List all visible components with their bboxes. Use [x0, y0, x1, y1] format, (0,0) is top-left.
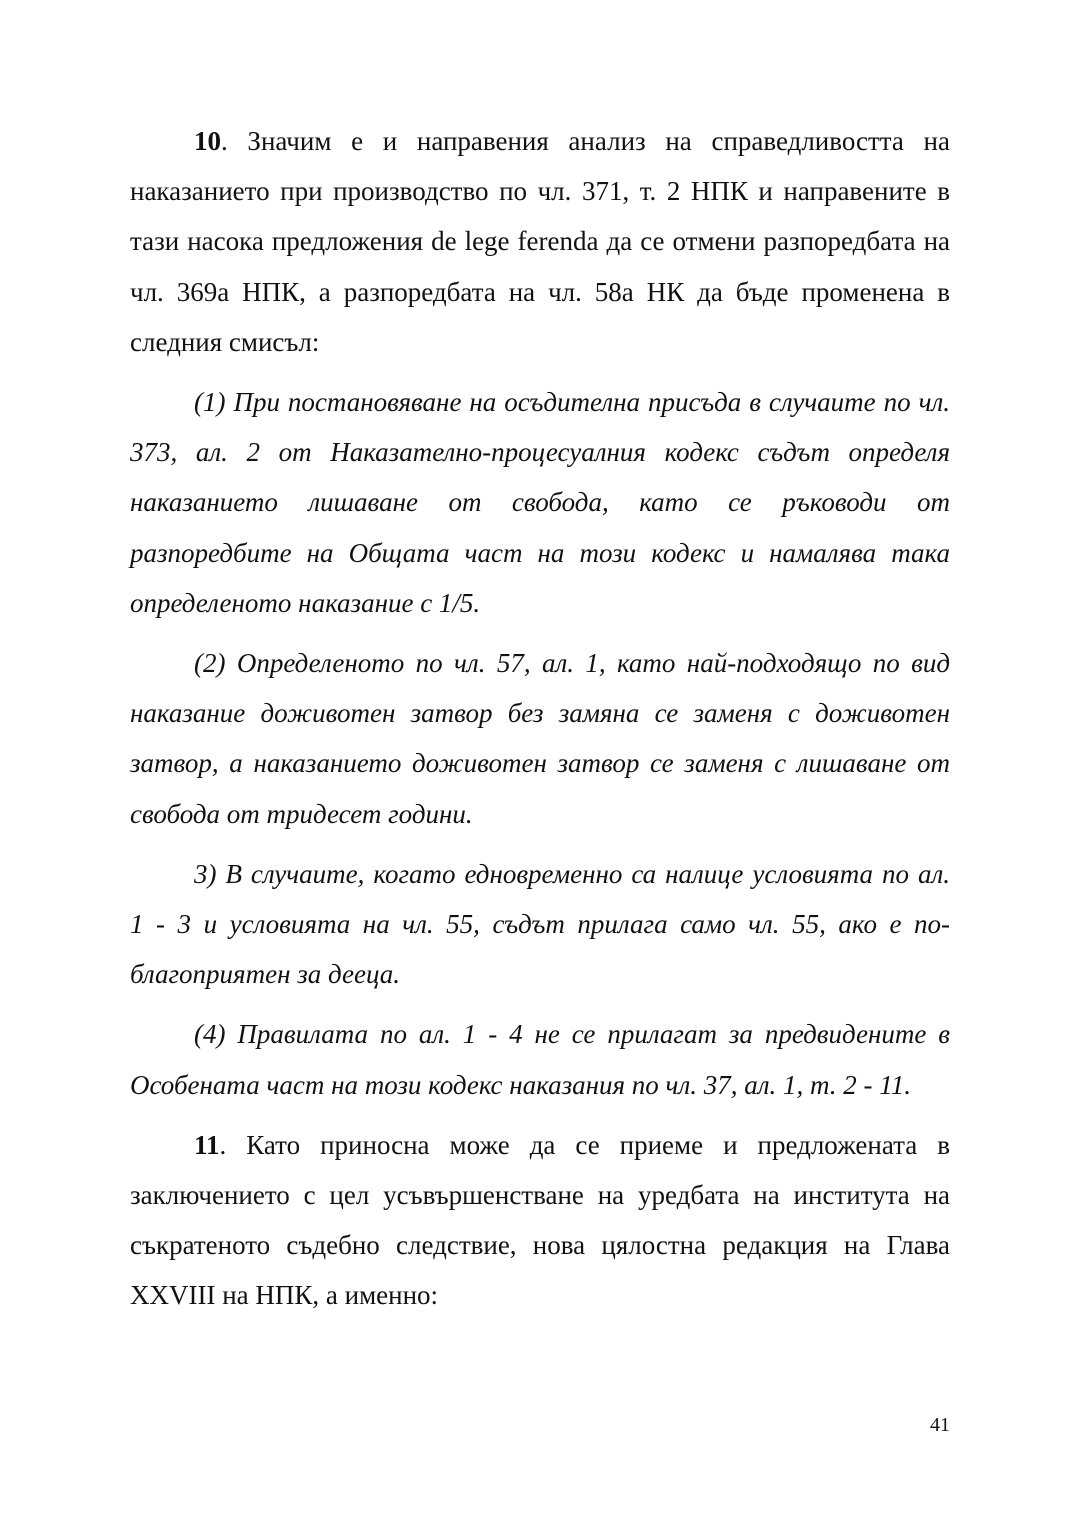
proposal-subsection-4: [130, 1009, 950, 1109]
paragraph-text: . Като приносна може да се приеме и предложената в заключението с цел усъвършенстване на уредбата на института на съкратеното съдебно следствие, нова цялостна редакция на Глава XXVIII на НПК, а именно:: [130, 1129, 950, 1311]
paragraph-text: . Значим е и направения анализ на справедливостта на наказанието при производство по чл. 371, т. 2 НПК и направените в тази насока предложения de lege ferenda да се отмени разпоредбата на чл. 369а НПК, а разпоредбата на чл. 58а НК да бъде променена в следния смисъл:: [130, 126, 950, 357]
paragraph-11: [130, 1120, 950, 1321]
paragraph-number: 11: [194, 1129, 220, 1160]
paragraph-text: (4) Правилата по ал. 1 - 4 не се прилагат за предвидените в Особената част на този кодекс наказания по чл. 37, ал. 1, т. 2 - 11.: [130, 1019, 950, 1100]
page-number: 41: [930, 1414, 950, 1436]
proposal-subsection-3: [130, 849, 950, 1000]
paragraph-text: 3) В случаите, когато едновременно са налице условията по ал. 1 - 3 и условията на чл. 55, съдът прилага само чл. 55, ако е по-благоприятен за дееца.: [130, 858, 950, 990]
paragraph-10: [130, 116, 950, 367]
proposal-subsection-2: [130, 638, 950, 839]
paragraph-number: 10: [194, 126, 221, 156]
paragraph-text: (1) При постановяване на осъдителна присъда в случаите по чл. 373, ал. 2 от Наказателно-процесуалния кодекс съдът определя наказанието лишаване от свобода, като се ръководи от разпоредбите на Общата част на този кодекс и намалява така определеното наказание с 1/5.: [130, 387, 950, 618]
document-body: [130, 116, 950, 1331]
paragraph-text: (2) Определеното по чл. 57, ал. 1, като най-подходящо по вид наказание доживотен затвор без замяна се заменя с доживотен затвор, а наказанието доживотен затвор се заменя с лишаване от свобода от тридесет години.: [130, 648, 950, 829]
proposal-subsection-1: [130, 377, 950, 628]
